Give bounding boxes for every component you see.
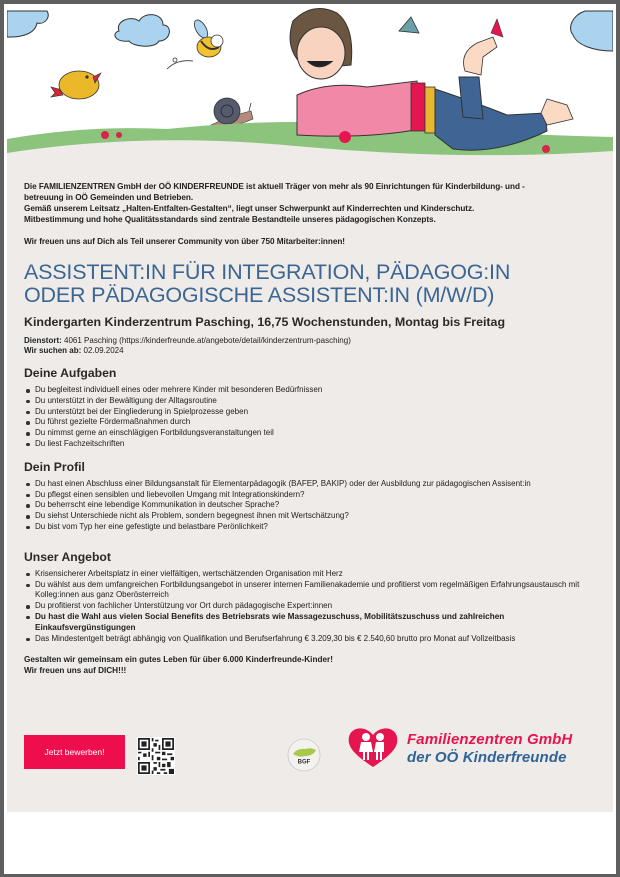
job-title [24,261,604,307]
tasks-list [24,385,604,450]
list-item: Du unterstützt bei der Eingliederung in Spielprozesse geben [24,407,604,418]
list-item: Du hast einen Abschluss einer Bildungsanstalt für Elementarpädagogik (BAFEP, BAKIP) oder der Ausbildung zur pädagogischen Assisent:in [24,479,604,490]
job-title-line: ASSISTENT:IN FÜR INTEGRATION, PÄDAGOG:IN [24,260,511,284]
list-item: Du siehst Unterschiede nicht als Problem, sondern begegnest ihnen mit Wertschätzung? [24,511,604,522]
flower-icon [101,131,109,139]
list-item: Du beherrscht eine lebendige Kommunikation in deutscher Sprache? [24,500,604,511]
job-subtitle: Kindergarten Kinderzentrum Pasching, 16,75 Wochenstunden, Montag bis Freitag [24,315,506,329]
flower-icon [542,145,550,153]
qr-code[interactable] [137,737,175,775]
heart-children-icon [347,725,399,769]
intro [24,181,604,247]
start-date-label: Wir suchen ab: [24,346,82,355]
tasks-heading: Deine Aufgaben [24,366,117,380]
logo-line-2: der OÖ Kinderfreunde [407,749,567,766]
closing-text: Gestalten wir gemeinsam ein gutes Leben für über 6.000 Kinderfreunde-Kinder! [24,655,333,665]
list-item: Du wählst aus dem umfangreichen Fortbildungsangebot in unserer internen Familienakademie und profitierst vom regelmäßigen Erfahrungsaustausch mit Kolleg:innen aus ganz Oberösterreich [24,580,604,602]
bgf-seal-icon [287,738,321,772]
list-item: Du profitierst von fachlicher Unterstützung vor Ort durch pädagogische Expert:innen [24,601,604,612]
closing-text: Wir freuen uns auf DICH!!! [24,666,127,676]
apply-button[interactable]: Jetzt bewerben! [24,735,125,769]
offer-heading: Unser Angebot [24,549,111,564]
bgf-label: BGF [297,759,311,766]
content [24,181,604,676]
flower-icon [116,132,122,138]
closing [24,654,604,676]
intro-text: betreuung in OÖ Gemeinden und Betrieben. [24,193,194,202]
list-item: Krisensicherer Arbeitsplatz in einer vielfältigen, wertschätzenden Organisation mit Herz [24,569,604,580]
profile-list [24,479,604,533]
profile-heading: Dein Profil [24,459,85,474]
logo-line-1: Familienzentren GmbH [407,731,573,748]
location-label: Dienstort: [24,336,62,345]
list-item: Du unterstützt in der Bewältigung der Alltagsroutine [24,396,604,407]
list-item: Du begleitest individuell eines oder mehrere Kinder mit besonderen Bedürfnissen [24,385,604,396]
intro-text: Mitbestimmung und hohe Qualitätsstandards sind zentrale Bestandteile unseres pädagogischen Konzepts. [24,215,436,224]
job-meta [24,336,604,356]
start-date-value: 02.09.2024 [83,346,124,355]
list-item: Du nimmst gerne an einschlägigen Fortbildungsveranstaltungen teil [24,428,604,439]
list-item: Du hast die Wahl aus vielen Social Benefits des Betriebsrats wie Massagezuschuss, Mobilitätszuschuss und zahlreichen Einkaufsvergünstigungen [24,612,604,634]
header-illustration [7,7,613,167]
job-title-line: ODER PÄDAGOGISCHE ASSISTENT:IN (M/W/D) [24,283,495,307]
company-logo [347,725,592,771]
start-date-row [24,346,604,356]
list-item: Du bist vom Typ her eine gefestigte und belastbare Perönlichkeit? [24,522,604,533]
list-item: Das Mindestentgelt beträgt abhängig von Qualifikation und Berufserfahrung € 3.209,30 bis € 2.540,60 brutto pro Monat auf Vollzeitbasis [24,634,604,645]
community-text: Wir freuen uns auf Dich als Teil unserer Community von über 750 Mitarbeiter:innen! [24,237,345,246]
list-item: Du pflegst einen sensiblen und liebevollen Umgang mit Integrationskindern? [24,490,604,501]
intro-text: Gemäß unserem Leitsatz „Halten-Entfalten-Gestalten“, liegt unser Schwerpunkt auf Kinderrechten und Kinderschutz. [24,204,475,213]
list-item: Du führst gezielte Fördermaßnahmen durch [24,417,604,428]
offer-list [24,569,604,645]
list-item: Du liest Fachzeitschriften [24,439,604,450]
intro-text: Die FAMILIENZENTREN GmbH der OÖ KINDERFREUNDE ist aktuell Träger von mehr als 90 Einrichtungen für Kinderbildung- und - [24,182,525,191]
content-panel [7,7,613,812]
location-value: 4061 Pasching (https://kinderfreunde.at/angebote/detail/kinderzentrum-pasching) [64,336,351,345]
location-row [24,336,604,346]
job-posting-page [4,4,616,874]
